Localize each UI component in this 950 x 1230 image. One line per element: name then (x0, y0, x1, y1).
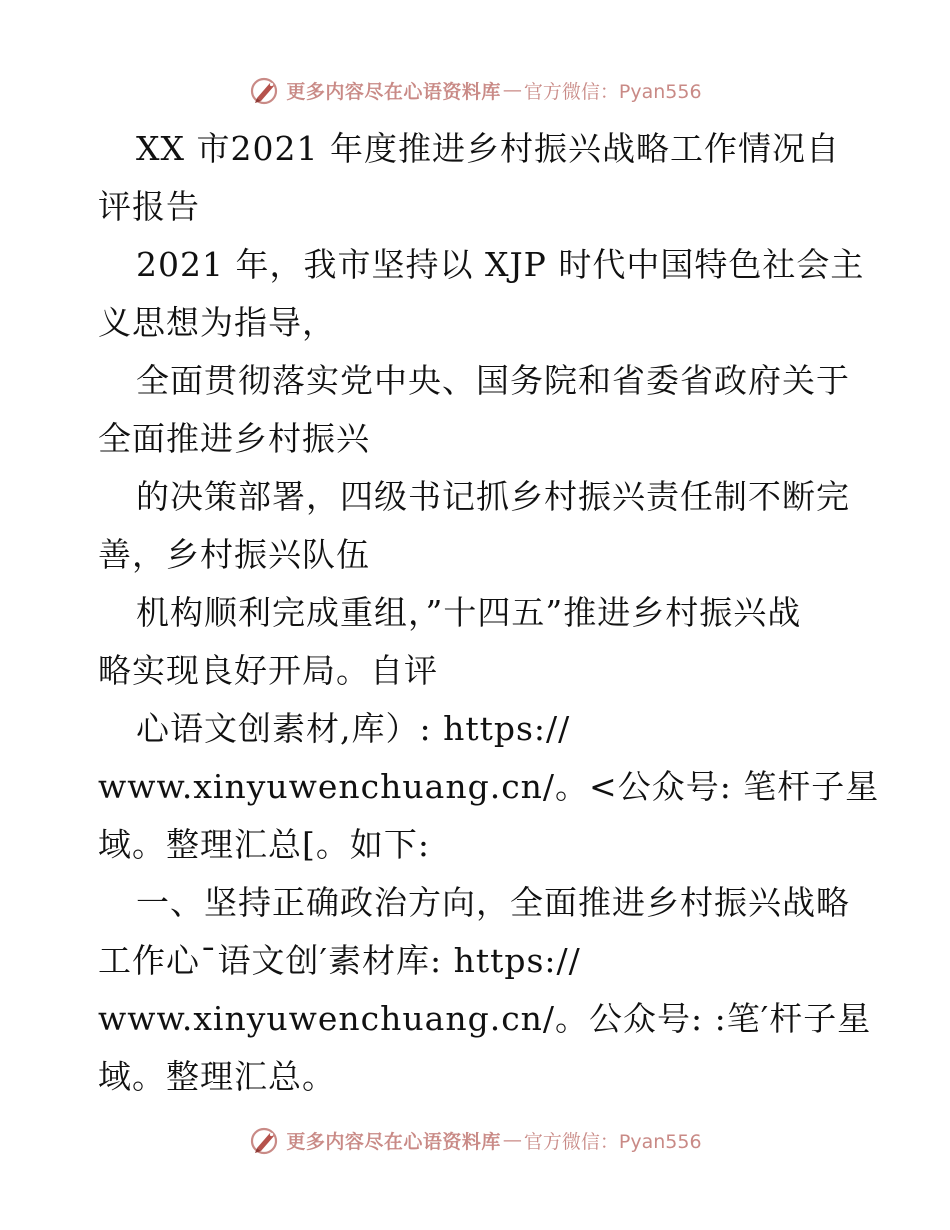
footer-watermark-banner (0, 1120, 950, 1160)
paragraph-line: 全面贯彻落实党中央、国务院和省委省政府关于 (136, 361, 850, 400)
paragraph-line: www.xinyuwenchuang.cn/。<公众号: 笔杆子星 (98, 767, 880, 806)
watermark-separator: — (502, 1129, 522, 1151)
paragraph-line: 域。整理汇总[。如下: (98, 825, 430, 864)
paragraph-line: 义思想为指导， (98, 303, 336, 342)
paragraph-line: 域。整理汇总。 (98, 1057, 336, 1096)
paragraph-line: 2021 年，我市坚持以 XJP 时代中国特色社会主 (136, 245, 865, 284)
watermark-contact: 官方微信：Pyan556 (523, 1130, 702, 1153)
paragraph-line: www.xinyuwenchuang.cn/。公众号: :笔′杆子星 (98, 999, 872, 1038)
header-watermark-banner (0, 70, 950, 110)
pen-nib-logo-icon (248, 1124, 280, 1156)
watermark-text: 更多内容尽在心语资料库 (286, 80, 501, 103)
paragraph-line: 工作心¯语文创′素材库: https:// (98, 941, 581, 980)
section-heading-line: 一、坚持正确政治方向，全面推进乡村振兴战略 (136, 883, 850, 922)
paragraph-line: 善，乡村振兴队伍 (98, 535, 370, 574)
watermark-separator: — (502, 79, 522, 101)
pen-nib-logo-icon (248, 74, 280, 106)
paragraph-line: 心语文创素材,库）: https:// (136, 709, 571, 748)
paragraph-line: 全面推进乡村振兴 (98, 419, 370, 458)
paragraph-line: 机构顺利完成重组，”十四五”推进乡村振兴战 (136, 593, 802, 632)
watermark-text: 更多内容尽在心语资料库 (286, 1130, 501, 1153)
document-title-line-1: XX 市2021 年度推进乡村振兴战略工作情况自 (136, 129, 840, 168)
document-title-line-2: 评报告 (98, 187, 200, 226)
watermark-contact: 官方微信：Pyan556 (523, 80, 702, 103)
document-body (98, 120, 880, 1106)
paragraph-line: 略实现良好开局。自评 (98, 651, 438, 690)
paragraph-line: 的决策部署，四级书记抓乡村振兴责任制不断完 (136, 477, 850, 516)
